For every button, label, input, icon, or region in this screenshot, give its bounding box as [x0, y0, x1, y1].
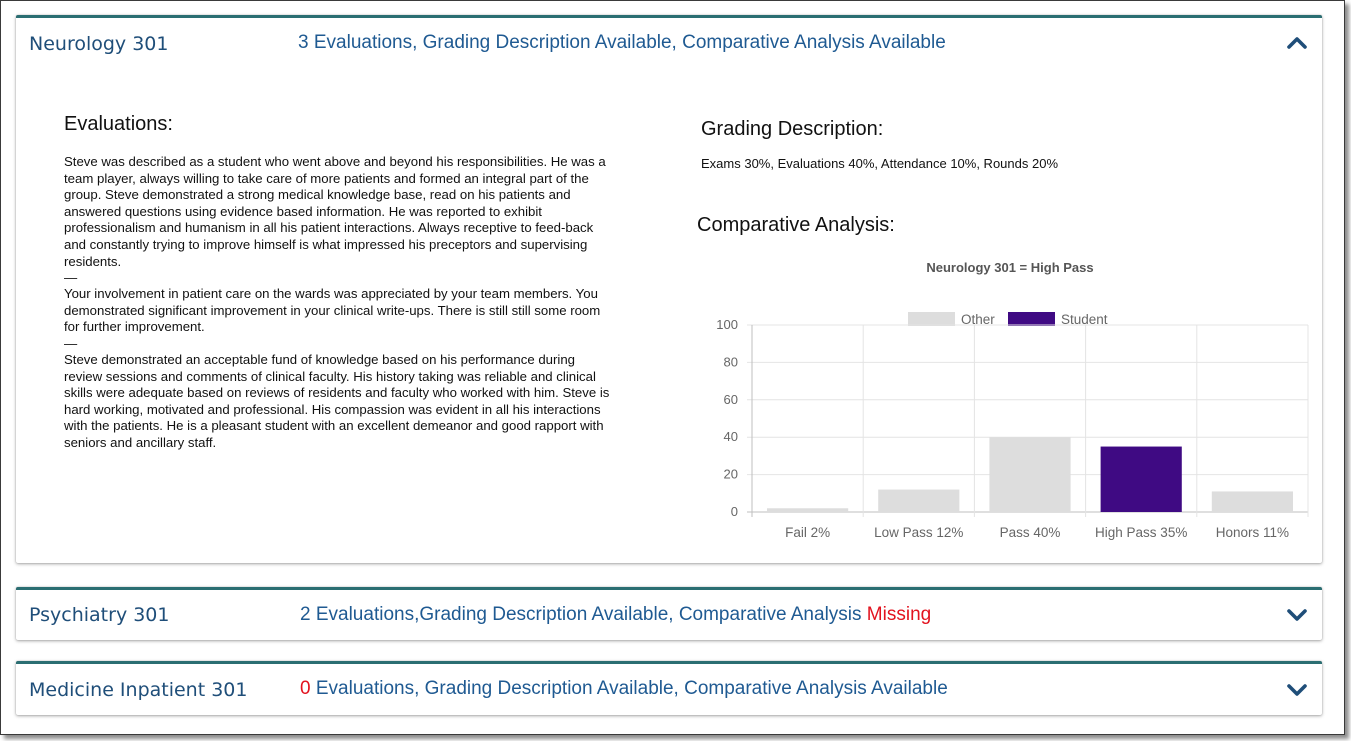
evaluation-count: 0: [300, 678, 311, 699]
legend-swatch-student: [1008, 312, 1055, 326]
evaluations-heading: Evaluations:: [64, 113, 173, 135]
course-summary: [300, 604, 931, 626]
summary-text: Evaluations, Grading Description Available, Comparative Analysis Available: [310, 678, 948, 699]
course-name: Psychiatry 301: [29, 604, 170, 626]
evaluation-text: Steve demonstrated an acceptable fund of knowledge based on his performance during review sessions and comments of clinical faculty. His history taking was reliable and clinical skills were adequate based on reviews of residents and faculty who worked with him. Steve is hard working, motivated and professional. His compassion was evident in all his interactions with the patients. He is a pleasant student with an excellent demeanor and good rapport with seniors and ancillary staff.: [64, 351, 610, 450]
grading-heading: Grading Description:: [701, 118, 884, 140]
course-panel-psychiatry: [16, 587, 1322, 640]
evaluations-list: [64, 154, 612, 452]
y-tick-label: 0: [730, 504, 738, 519]
summary-text: Evaluations, Grading Description Available, Comparative Analysis Available: [308, 32, 946, 53]
legend-swatch-other: [908, 312, 955, 326]
comparative-heading: Comparative Analysis:: [697, 214, 895, 236]
course-summary: [300, 678, 948, 700]
evaluation-separator: —: [64, 270, 78, 286]
course-name: Medicine Inpatient 301: [29, 679, 248, 701]
course-header-psychiatry[interactable]: [16, 590, 1322, 640]
chevron-down-icon[interactable]: [1286, 679, 1308, 701]
chevron-up-icon[interactable]: [1286, 32, 1308, 54]
bar-honors-11: [1212, 491, 1293, 512]
course-panel-neurology: [16, 15, 1322, 563]
legend-label-student: Student: [1061, 312, 1108, 327]
y-tick-label: 60: [723, 391, 738, 407]
y-tick-label: 100: [716, 317, 738, 332]
x-tick-label: Fail 2%: [785, 525, 831, 540]
evaluation-count: 2 Evaluations,: [300, 604, 420, 625]
summary-text: Grading Description Available, Comparative Analysis: [419, 604, 867, 625]
course-panel-medicine: [16, 661, 1322, 715]
evaluation-count: 3: [298, 32, 309, 53]
legend-label-other: Other: [961, 312, 995, 327]
chevron-down-icon[interactable]: [1286, 604, 1308, 626]
bar-pass-40: [989, 437, 1070, 512]
course-header-medicine[interactable]: [16, 664, 1322, 714]
evaluation-text: Your involvement in patient care on the wards was appreciated by your team members. You demonstrated significant improvement in your clinical write-ups. There is still still some room for further improvement.: [64, 286, 601, 335]
x-tick-label: Pass 40%: [999, 525, 1061, 540]
course-header-neurology[interactable]: [16, 18, 1322, 68]
x-tick-label: Honors 11%: [1215, 525, 1290, 540]
evaluation-separator: —: [64, 335, 78, 351]
status-missing: Missing: [866, 604, 932, 625]
y-tick-label: 80: [723, 354, 738, 370]
x-tick-label: High Pass 35%: [1095, 525, 1188, 540]
y-tick-label: 40: [723, 429, 738, 445]
y-tick-label: 20: [723, 466, 738, 482]
grading-description: Exams 30%, Evaluations 40%, Attendance 10%, Rounds 20%: [701, 156, 1058, 171]
bar-low-pass-12: [878, 490, 959, 512]
bar-fail-2: [767, 508, 848, 512]
course-name: Neurology 301: [29, 33, 169, 55]
x-tick-label: Low Pass 12%: [874, 525, 964, 540]
comparative-chart: [696, 250, 1316, 550]
evaluation-text: Steve was described as a student who went above and beyond his responsibilities. He was a team player, always willing to take care of more patients and formed an integral part of the group. Steve demonstrated a strong medical knowledge base, read on his patients and answered questions using evidence based information. He was reported to exhibit professionalism and humanism in all his patient interactions. Always receptive to feed-back and constantly trying to improve himself is what impressed his preceptors and supervising residents.: [64, 154, 606, 269]
chart-title: Neurology 301 = High Pass: [926, 260, 1094, 275]
course-summary: [298, 32, 946, 54]
bar-high-pass-35: [1101, 447, 1182, 512]
